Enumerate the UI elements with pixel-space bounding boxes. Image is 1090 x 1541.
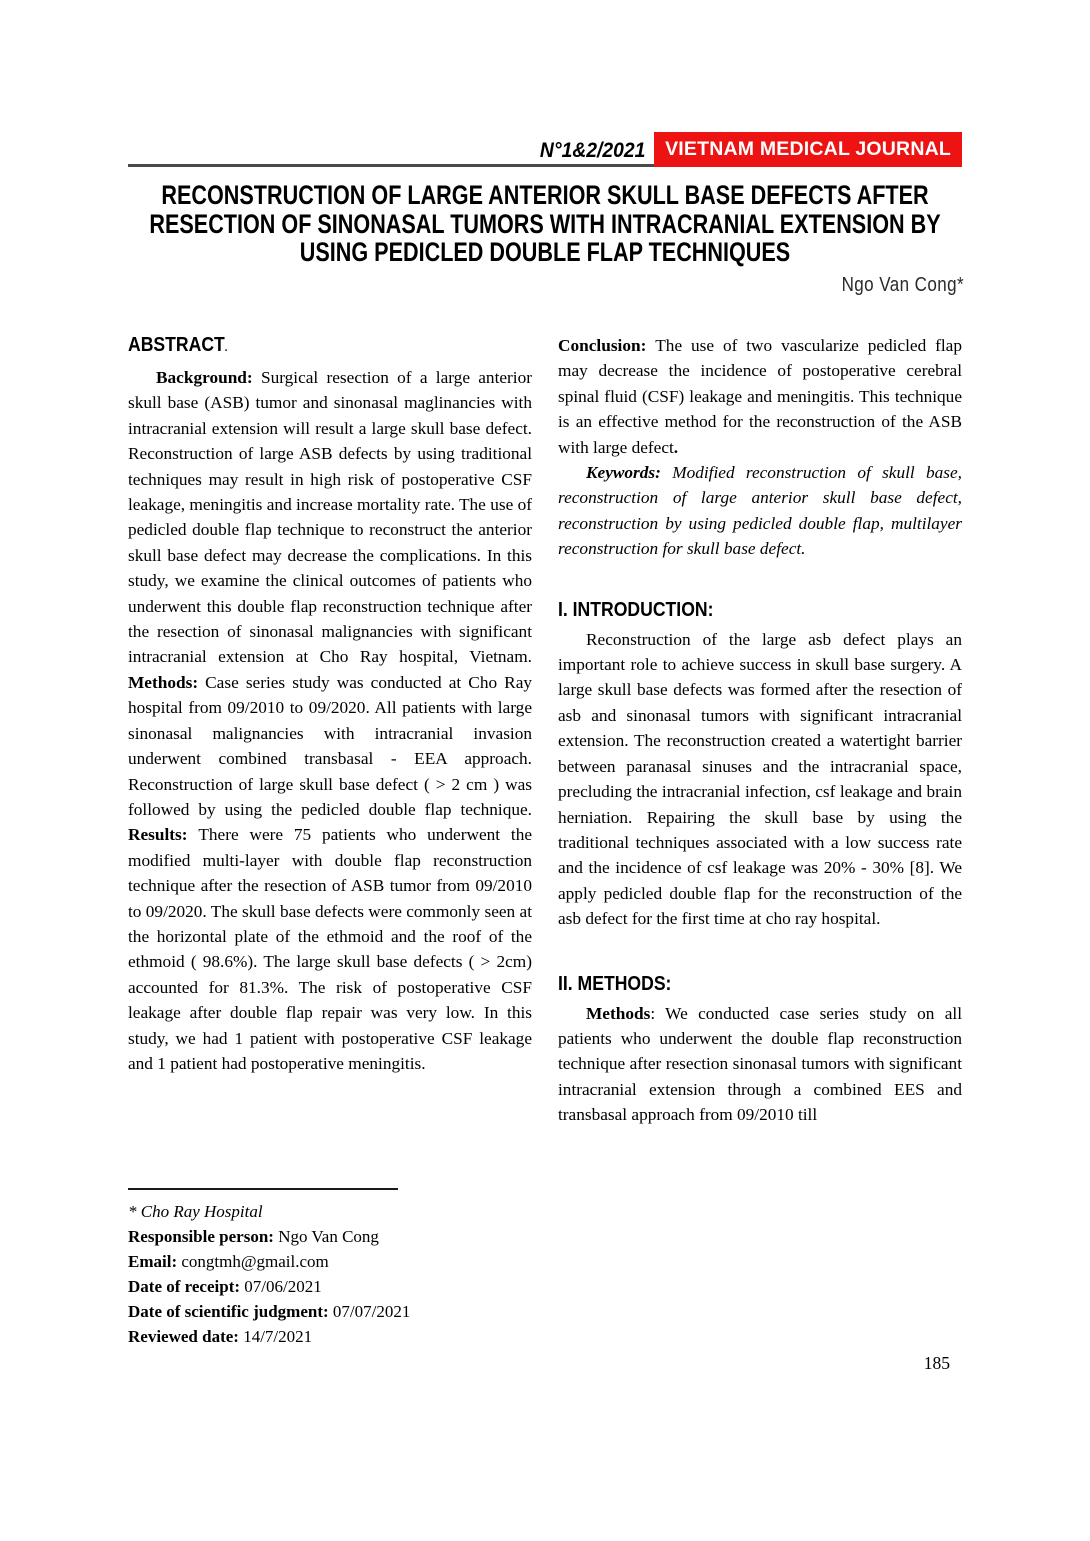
- left-column: [128, 333, 532, 1349]
- introduction-heading: I. INTRODUCTION:: [558, 598, 714, 621]
- footnote-rule: [128, 1188, 398, 1190]
- page-header: [128, 132, 962, 167]
- title-line-1: RECONSTRUCTION OF LARGE ANTERIOR SKULL BASE DEFECTS AFTER: [161, 180, 929, 210]
- footnote-label: Reviewed date:: [128, 1327, 239, 1346]
- issue-number: N°1&2/2021: [540, 139, 646, 162]
- author-name: Ngo Van Cong*: [841, 274, 964, 296]
- introduction-paragraph: Reconstruction of the large asb defect plays an important role to achieve success in skull base surgery. A large skull base defects was formed after the resection of asb and sinonasal tumors with significant intracranial extension. The reconstruction created a watertight barrier between paranasal sinuses and the intracranial space, precluding the intracranial infection, csf leakage and brain herniation. Repairing the skull base by using the traditional techniques associated with a low success rate and the incidence of csf leakage was 20% - 30% [8]. We apply pedicled double flap for the reconstruction of the asb defect for the first time at cho ray hospital.: [558, 629, 962, 929]
- author-byline: [820, 274, 964, 297]
- footnote-entry: [128, 1249, 532, 1274]
- right-column: [558, 333, 962, 1128]
- journal-badge: VIETNAM MEDICAL JOURNAL: [654, 132, 962, 167]
- footnote: [128, 1188, 532, 1349]
- footnote-label: Responsible person:: [128, 1227, 274, 1246]
- footnote-entry: [128, 1324, 532, 1349]
- article-title: [0, 181, 1090, 267]
- keywords-paragraph: Keywords: Modified reconstruction of skull base, reconstruction of large anterior skull base defect, reconstruction by using pedicled double flap, multilayer reconstruction for skull base defect.: [558, 463, 963, 559]
- conclusion-paragraph: Conclusion: The use of two vascularize pedicled flap may decrease the incidence of postoperative cerebral spinal fluid (CSF) leakage and meningitis. This technique is an effective method for the reconstruction of the ASB with large defect.: [558, 336, 962, 457]
- page-number: 185: [923, 1353, 950, 1373]
- footnote-label: Date of receipt:: [128, 1277, 241, 1296]
- footnote-value: 07/06/2021: [244, 1277, 322, 1296]
- footnote-value: 14/7/2021: [243, 1327, 313, 1346]
- footnote-value: Ngo Van Cong: [278, 1227, 379, 1246]
- abstract-heading-period: .: [224, 342, 228, 354]
- footnote-label: Date of scientific judgment:: [128, 1302, 329, 1321]
- footnote-value: congtmh@gmail.com: [181, 1252, 329, 1271]
- footnote-entry: [128, 1274, 532, 1299]
- footnote-entry: [128, 1299, 532, 1324]
- methods-heading: II. METHODS:: [558, 972, 672, 995]
- footnote-value: 07/07/2021: [332, 1302, 411, 1321]
- abstract-heading-text: ABSTRACT: [128, 334, 225, 356]
- abstract-heading: [128, 333, 484, 360]
- footnote-label: Email:: [128, 1252, 178, 1271]
- title-line-3: USING PEDICLED DOUBLE FLAP TECHNIQUES: [299, 237, 791, 267]
- footnote-entry: [128, 1224, 532, 1249]
- title-line-2: RESECTION OF SINONASAL TUMORS WITH INTRACRANIAL EXTENSION BY: [149, 208, 941, 239]
- methods-paragraph: Methods: We conducted case series study on all patients who underwent the double flap reconstruction technique after resection sinonasal tumors with significant intracranial extension through a combined EES and transbasal approach from 09/2010 till: [558, 1003, 962, 1125]
- footnote-affiliation: * Cho Ray Hospital: [128, 1202, 263, 1221]
- abstract-paragraph: Background: Surgical resection of a large anterior skull base (ASB) tumor and sinonasal maglinancies with intracranial extension will result a large skull base defect. Reconstruction of large ASB defects by using traditional techniques may result in high risk of postoperative CSF leakage, meningitis and increase mortality rate. The use of pedicled double flap technique to reconstruct the anterior skull base defect may decrease the complications. In this study, we examine the clinical outcomes of patients who underwent this double flap reconstruction technique after the resection of sinonasal malignancies with significant intracranial extension at Cho Ray hospital, Vietnam. Methods: Case series study was conducted at Cho Ray hospital from 09/2010 to 09/2020. All patients with large sinonasal malignancies with intracranial invasion underwent combined transbasal - EEA approach. Reconstruction of large skull base defect ( > 2 cm ) was followed by using the pedicled double flap technique. Results: There were 75 patients who underwent the modified multi-layer with double flap reconstruction technique after the resection of ASB tumor from 09/2010 to 09/2020. The skull base defects were commonly seen at the horizontal plate of the ethmoid and the roof of the ethmoid ( 98.6%). The large skull base defects ( > 2cm) accounted for 81.3%. The risk of postoperative CSF leakage after double flap repair was very low. In this study, we had 1 patient with postoperative CSF leakage and 1 patient had postoperative meningitis.: [128, 368, 533, 1073]
